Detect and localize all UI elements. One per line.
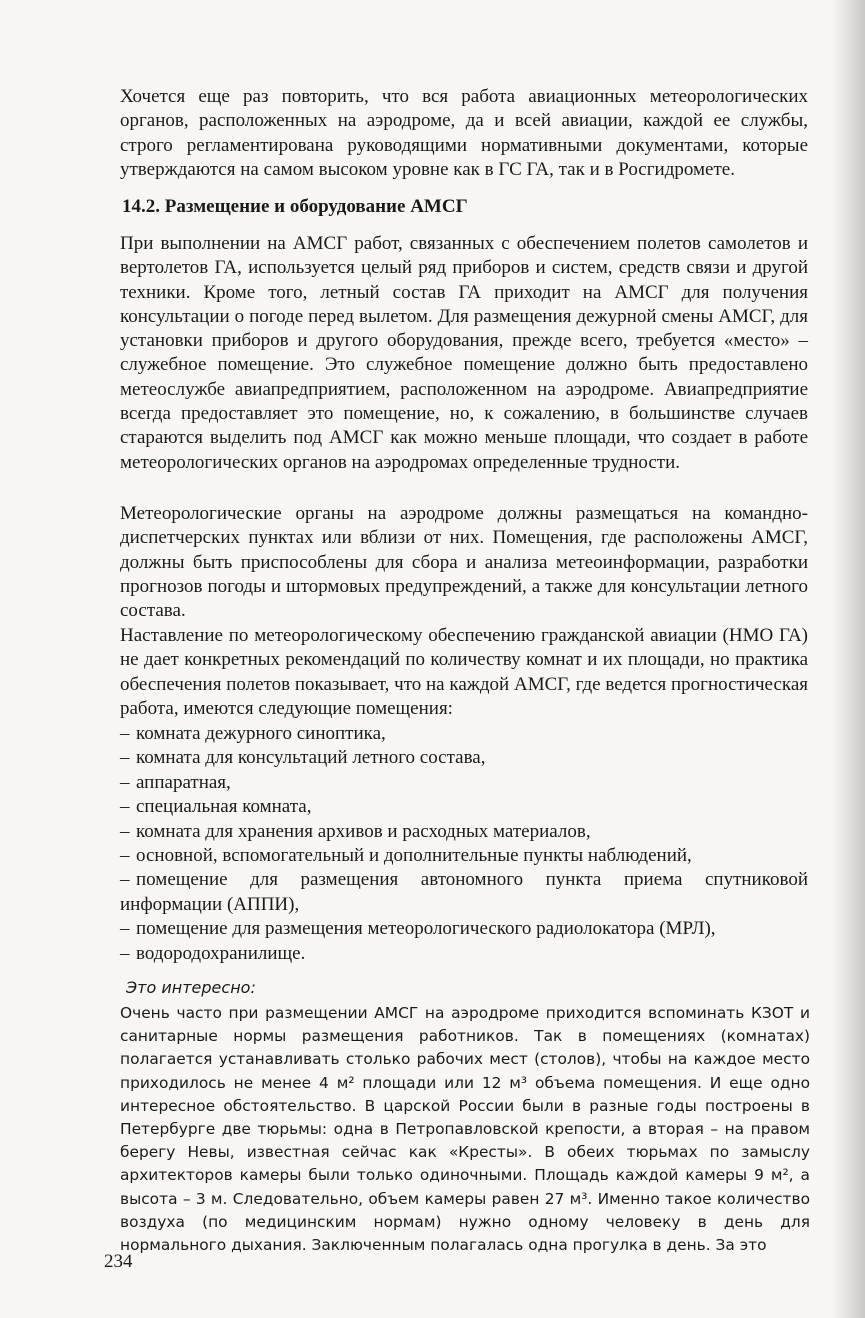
list-item: [120, 795, 808, 819]
interesting-title: Это интересно:: [126, 978, 256, 997]
list-item: [120, 917, 808, 941]
list-item: [120, 820, 808, 844]
list-dash: –: [120, 723, 130, 744]
list-dash: –: [120, 869, 130, 891]
list-item-text: помещение для размещения метеорологического радиолокатора (МРЛ),: [136, 918, 716, 940]
list-dash: –: [120, 845, 130, 867]
list-item: [120, 868, 808, 917]
paragraph-location: [120, 502, 808, 623]
rooms-list: [120, 722, 808, 966]
paragraph-location-text: Метеорологические органы на аэродроме должны размещаться на командно-диспетчерских пунктах или вблизи от них. Помещения, где расположены АМСГ, должны быть приспособлены для сбора и анализа метеоинформации, разработки прогнозов погоды и штормовых предупреждений, а также для консультации летного состава.: [120, 503, 808, 622]
page-number: 234: [104, 1251, 133, 1272]
list-dash: –: [120, 747, 130, 769]
list-item-text: помещение для размещения автономного пункта приема спутниковой информации (АППИ),: [120, 869, 808, 915]
paragraph-nmo-ga: [120, 624, 808, 721]
list-item-text: комната для хранения архивов и расходных материалов,: [136, 820, 591, 842]
section-heading: 14.2. Размещение и оборудование АМСГ: [122, 196, 468, 217]
list-dash: –: [120, 918, 130, 940]
list-dash: –: [120, 771, 130, 793]
list-dash: –: [120, 820, 130, 842]
list-item-text: специальная комната,: [136, 796, 312, 818]
list-item: [120, 746, 808, 770]
list-item-text: основной, вспомогательный и дополнительные пункты наблюдений,: [136, 845, 692, 867]
list-item: [120, 771, 808, 795]
interesting-text: Очень часто при размещении АМСГ на аэродроме приходится вспоминать КЗОТ и санитарные нормы размещения работников. Так в помещениях (комнатах) полагается устанавливать столько рабочих мест (столов), чтобы на каждое место приходилось не менее 4 м² площади или 12 м³ объема помещения. И еще одно интересное обстоятельство. В царской России были в разные годы построены в Петербурге две тюрьмы: одна в Петропавловской крепости, а вторая – на правом берегу Невы, известная сейчас как «Кресты». В обеих тюрьмах по замыслу архитекторов камеры были только одиночными. Площадь каждой камеры 9 м², а высота – 3 м. Следовательно, объем камеры равен 27 м³. Именно такое количество воздуха (по медицинским нормам) нужно одному человеку в день для нормального дыхания. Заключенным полагалась одна прогулка в день. За это: [120, 1004, 810, 1255]
paragraph-premises-text: При выполнении на АМСГ работ, связанных с обеспечением полетов самолетов и вертолетов ГА, используется целый ряд приборов и систем, средств связи и другой техники. Кроме того, летный состав ГА приходит на АМСГ для получения консультации о погоде перед вылетом. Для размещения дежурной смены АМСГ, для установки приборов и другого оборудования, прежде всего, требуется «место» – служебное помещение. Это служебное помещение должно быть предоставлено метеослужбе авиапредприятием, расположенном на аэродроме. Авиапредприятие всегда предоставляет это помещение, но, к сожалению, в большинстве случаев стараются выделить под АМСГ как можно меньше площади, что создает в работе метеорологических органов на аэродромах определенные трудности.: [120, 233, 808, 473]
paragraph-intro: [120, 85, 808, 182]
paragraph-intro-text: Хочется еще раз повторить, что вся работа авиационных метеорологических органов, расположенных на аэродроме, да и всей авиации, каждой ее службы, строго регламентирована руководящими нормативными документами, которые утверждаются на самом высоком уровне как в ГС ГА, так и в Росгидромете.: [120, 86, 808, 180]
list-item-text: аппаратная,: [136, 771, 231, 793]
list-dash: –: [120, 796, 130, 818]
list-dash: –: [120, 942, 130, 964]
list-item-text: комната для консультаций летного состава,: [136, 747, 486, 769]
paragraph-nmo-ga-text: Наставление по метеорологическому обеспечению гражданской авиации (НМО ГА) не дает конкретных рекомендаций по количеству комнат и их площади, но практика обеспечения полетов показывает, что на каждой АМСГ, где ведется прогностическая работа, имеются следующие помещения:: [120, 625, 808, 719]
list-item: [120, 722, 808, 746]
list-item-text: водородохранилище.: [136, 942, 306, 964]
list-item-text: комната дежурного синоптика,: [136, 723, 386, 744]
paragraph-premises: [120, 232, 808, 475]
list-item: [120, 844, 808, 868]
list-item: [120, 942, 808, 966]
